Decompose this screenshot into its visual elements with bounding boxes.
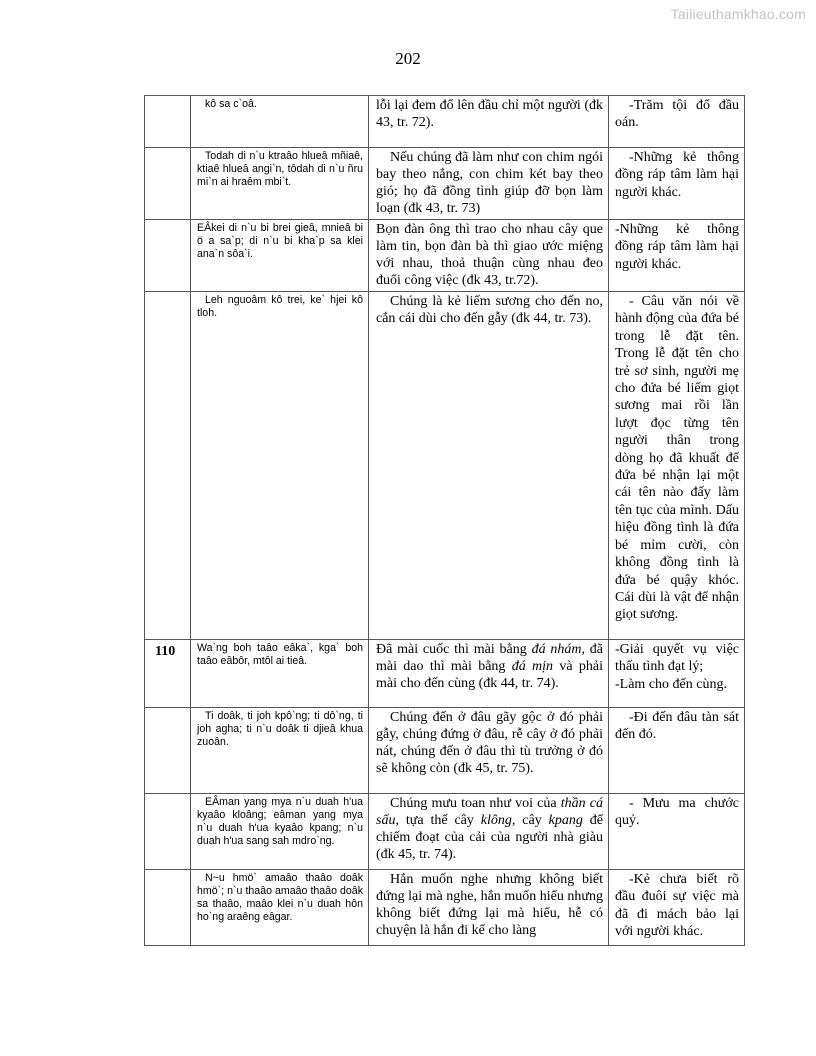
meaning-text: -Giải quyết vụ việc thấu tình đạt lý; -Làm cho đến cùng. <box>609 640 745 708</box>
row-number <box>145 220 191 292</box>
ede-text: Ti doâk, ti joh kpô`ng; ti dô`ng, ti joh agha; ti n`u doâk ti djieâ khua zuoân. <box>191 708 369 794</box>
proverb-table <box>144 95 745 946</box>
page-number: 202 <box>395 49 421 68</box>
row-number <box>145 148 191 220</box>
vietnamese-translation: Bọn đàn ông thì trao cho nhau cây que làm tin, bọn đàn bà thì giao ước miệng với nhau, thoả thuận cùng nhau đeo đuổi công việc (đk 43, tr.72). <box>369 220 609 292</box>
table-row <box>145 96 745 148</box>
meaning-text: -Kẻ chưa biết rõ đầu đuôi sự việc mà đã đi mách bảo lại với người khác. <box>609 870 745 946</box>
ede-text: Wa`ng boh taâo eâka`, kga` boh taâo eâbôr, mtôl ai tieâ. <box>191 640 369 708</box>
meaning-text: - Câu văn nói về hành động của đứa bé trong lễ đặt tên. Trong lễ đặt tên cho trẻ sơ sinh, người mẹ cho đứa bé liếm giọt sương mai rồi lần lượt đọc từng tên người thân trong dòng họ đã khuất để đứa bé nhận lại một cái tên nào đấy làm tên tục của mình. Dấu hiệu đồng tình là đứa bé mỉm cười, còn không đồng tình là đứa bé quậy khóc. Cái dùi là vật để nhận giọt sương. <box>609 292 745 640</box>
vietnamese-translation: Hắn muốn nghe nhưng không biết đứng lại mà nghe, hắn muốn hiểu nhưng không biết đứng lại mà hiểu, hễ có chuyện là hắn đi kể cho làng <box>369 870 609 946</box>
meaning-text: -Đi đến đâu tàn sát đến đó. <box>609 708 745 794</box>
vietnamese-translation: Nếu chúng đã làm như con chim ngói bay theo nắng, con chim két bay theo gió; họ đã đồng tình giúp đỡ bọn làm loạn (đk 43, tr. 73) <box>369 148 609 220</box>
row-number <box>145 708 191 794</box>
meaning-text: - Mưu ma chước quỷ. <box>609 794 745 870</box>
ede-text: EÂman yang mya n`u duah h'ua kyaâo kloâng; eâman yang mya n`u duah h'ua kyaâo kpang; n`u duah h'ua sang sah mdro`ng. <box>191 794 369 870</box>
table-row <box>145 148 745 220</box>
table-row <box>145 640 745 708</box>
vietnamese-translation: Đã mài cuốc thì mài bằng đá nhám, đã mài dao thì mài bằng đá mịn và phải mài cho đến cùng (đk 44, tr. 74). <box>369 640 609 708</box>
row-number: 110 <box>145 640 191 708</box>
row-number <box>145 794 191 870</box>
table-row <box>145 870 745 946</box>
ede-text: kô sa c`oâ. <box>191 96 369 148</box>
meaning-text: -Trăm tội đổ đầu oán. <box>609 96 745 148</box>
ede-text: EÂkei di n`u bi brei gieâ, mnieâ bi ö a sa`p; di n`u bi kha`p sa klei ana`n sôa`i. <box>191 220 369 292</box>
meaning-text: -Những kẻ thông đồng ráp tâm làm hại người khác. <box>609 220 745 292</box>
table-row <box>145 708 745 794</box>
table-row <box>145 292 745 640</box>
meaning-text: -Những kẻ thông đồng ráp tâm làm hại người khác. <box>609 148 745 220</box>
row-number <box>145 96 191 148</box>
ede-text: Leh nguoâm kô trei, ke` hjei kô tloh. <box>191 292 369 640</box>
vietnamese-translation: lỗi lại đem đổ lên đầu chỉ một người (đk 43, tr. 72). <box>369 96 609 148</box>
ede-text: N~u hmö` amaâo thaâo doâk hmö`; n`u thaâo amaâo thaâo doâk sa thaâo, maâo klei n`u duah hôn ho`ng araêng eâgar. <box>191 870 369 946</box>
ede-text: Todah di n`u ktraâo hlueâ mñiaê, ktiaê hlueâ angi`n, tôdah di n`u ñru mi`n ai hraêm mbi`t. <box>191 148 369 220</box>
row-number <box>145 870 191 946</box>
vietnamese-translation: Chúng mưu toan như voi của thần cá sấu, tựa thế cây klông, cây kpang để chiếm đoạt của cải của người nhà giàu (đk 45, tr. 74). <box>369 794 609 870</box>
vietnamese-translation: Chúng đến ở đâu gãy gộc ở đó phải gẫy, chúng đứng ở đâu, rễ cây ở đó phải nát, chúng đến ở đâu thì tù trưởng ở đó sẽ không còn (đk 45, tr. 75). <box>369 708 609 794</box>
table-row <box>145 220 745 292</box>
table-row <box>145 794 745 870</box>
row-number <box>145 292 191 640</box>
watermark: Tailieuthamkhao.com <box>670 6 806 22</box>
vietnamese-translation: Chúng là kẻ liếm sương cho đến no, cắn cái dùi cho đến gẫy (đk 44, tr. 73). <box>369 292 609 640</box>
